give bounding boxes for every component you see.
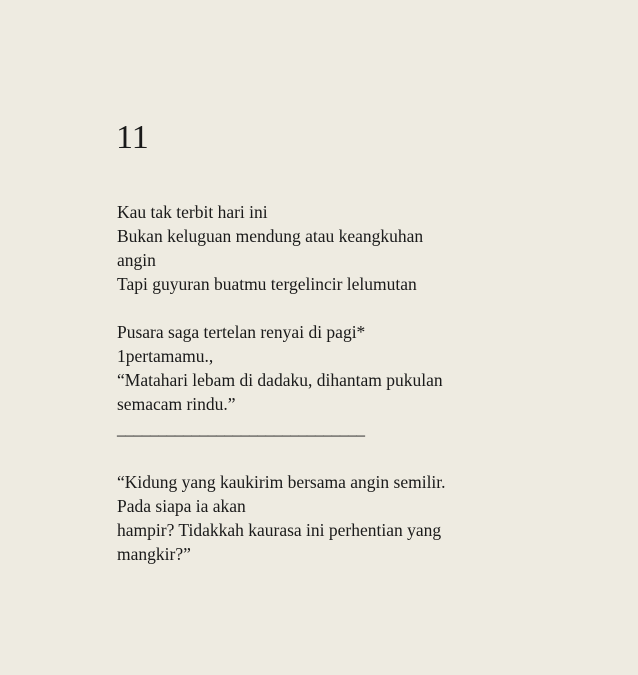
poem-line: Pusara saga tertelan renyai di pagi*	[117, 322, 366, 342]
poem-line: semacam rindu.”	[117, 394, 236, 414]
poem-line: Tapi guyuran buatmu tergelincir lelumutan	[117, 274, 417, 294]
footnote-rule: ______________________________	[117, 418, 365, 438]
poem-line: Pada siapa ia akan	[117, 496, 246, 516]
poem-line: 1pertamamu.,	[117, 346, 214, 366]
poem-line: Bukan keluguan mendung atau keangkuhan	[117, 226, 424, 246]
stanza-gap	[117, 440, 537, 470]
poem-line: Kau tak terbit hari ini	[117, 202, 268, 222]
poem-body	[117, 200, 537, 566]
poem-line: “Kidung yang kaukirim bersama angin semilir.	[117, 472, 446, 492]
poem-line: “Matahari lebam di dadaku, dihantam pukulan	[117, 370, 443, 390]
poem-line: hampir? Tidakkah kaurasa ini perhentian yang	[117, 520, 442, 540]
stanza-gap	[117, 296, 537, 320]
page-number-heading: 11	[116, 119, 149, 156]
poem-line: angin	[117, 250, 156, 270]
poem-line: mangkir?”	[117, 544, 191, 564]
